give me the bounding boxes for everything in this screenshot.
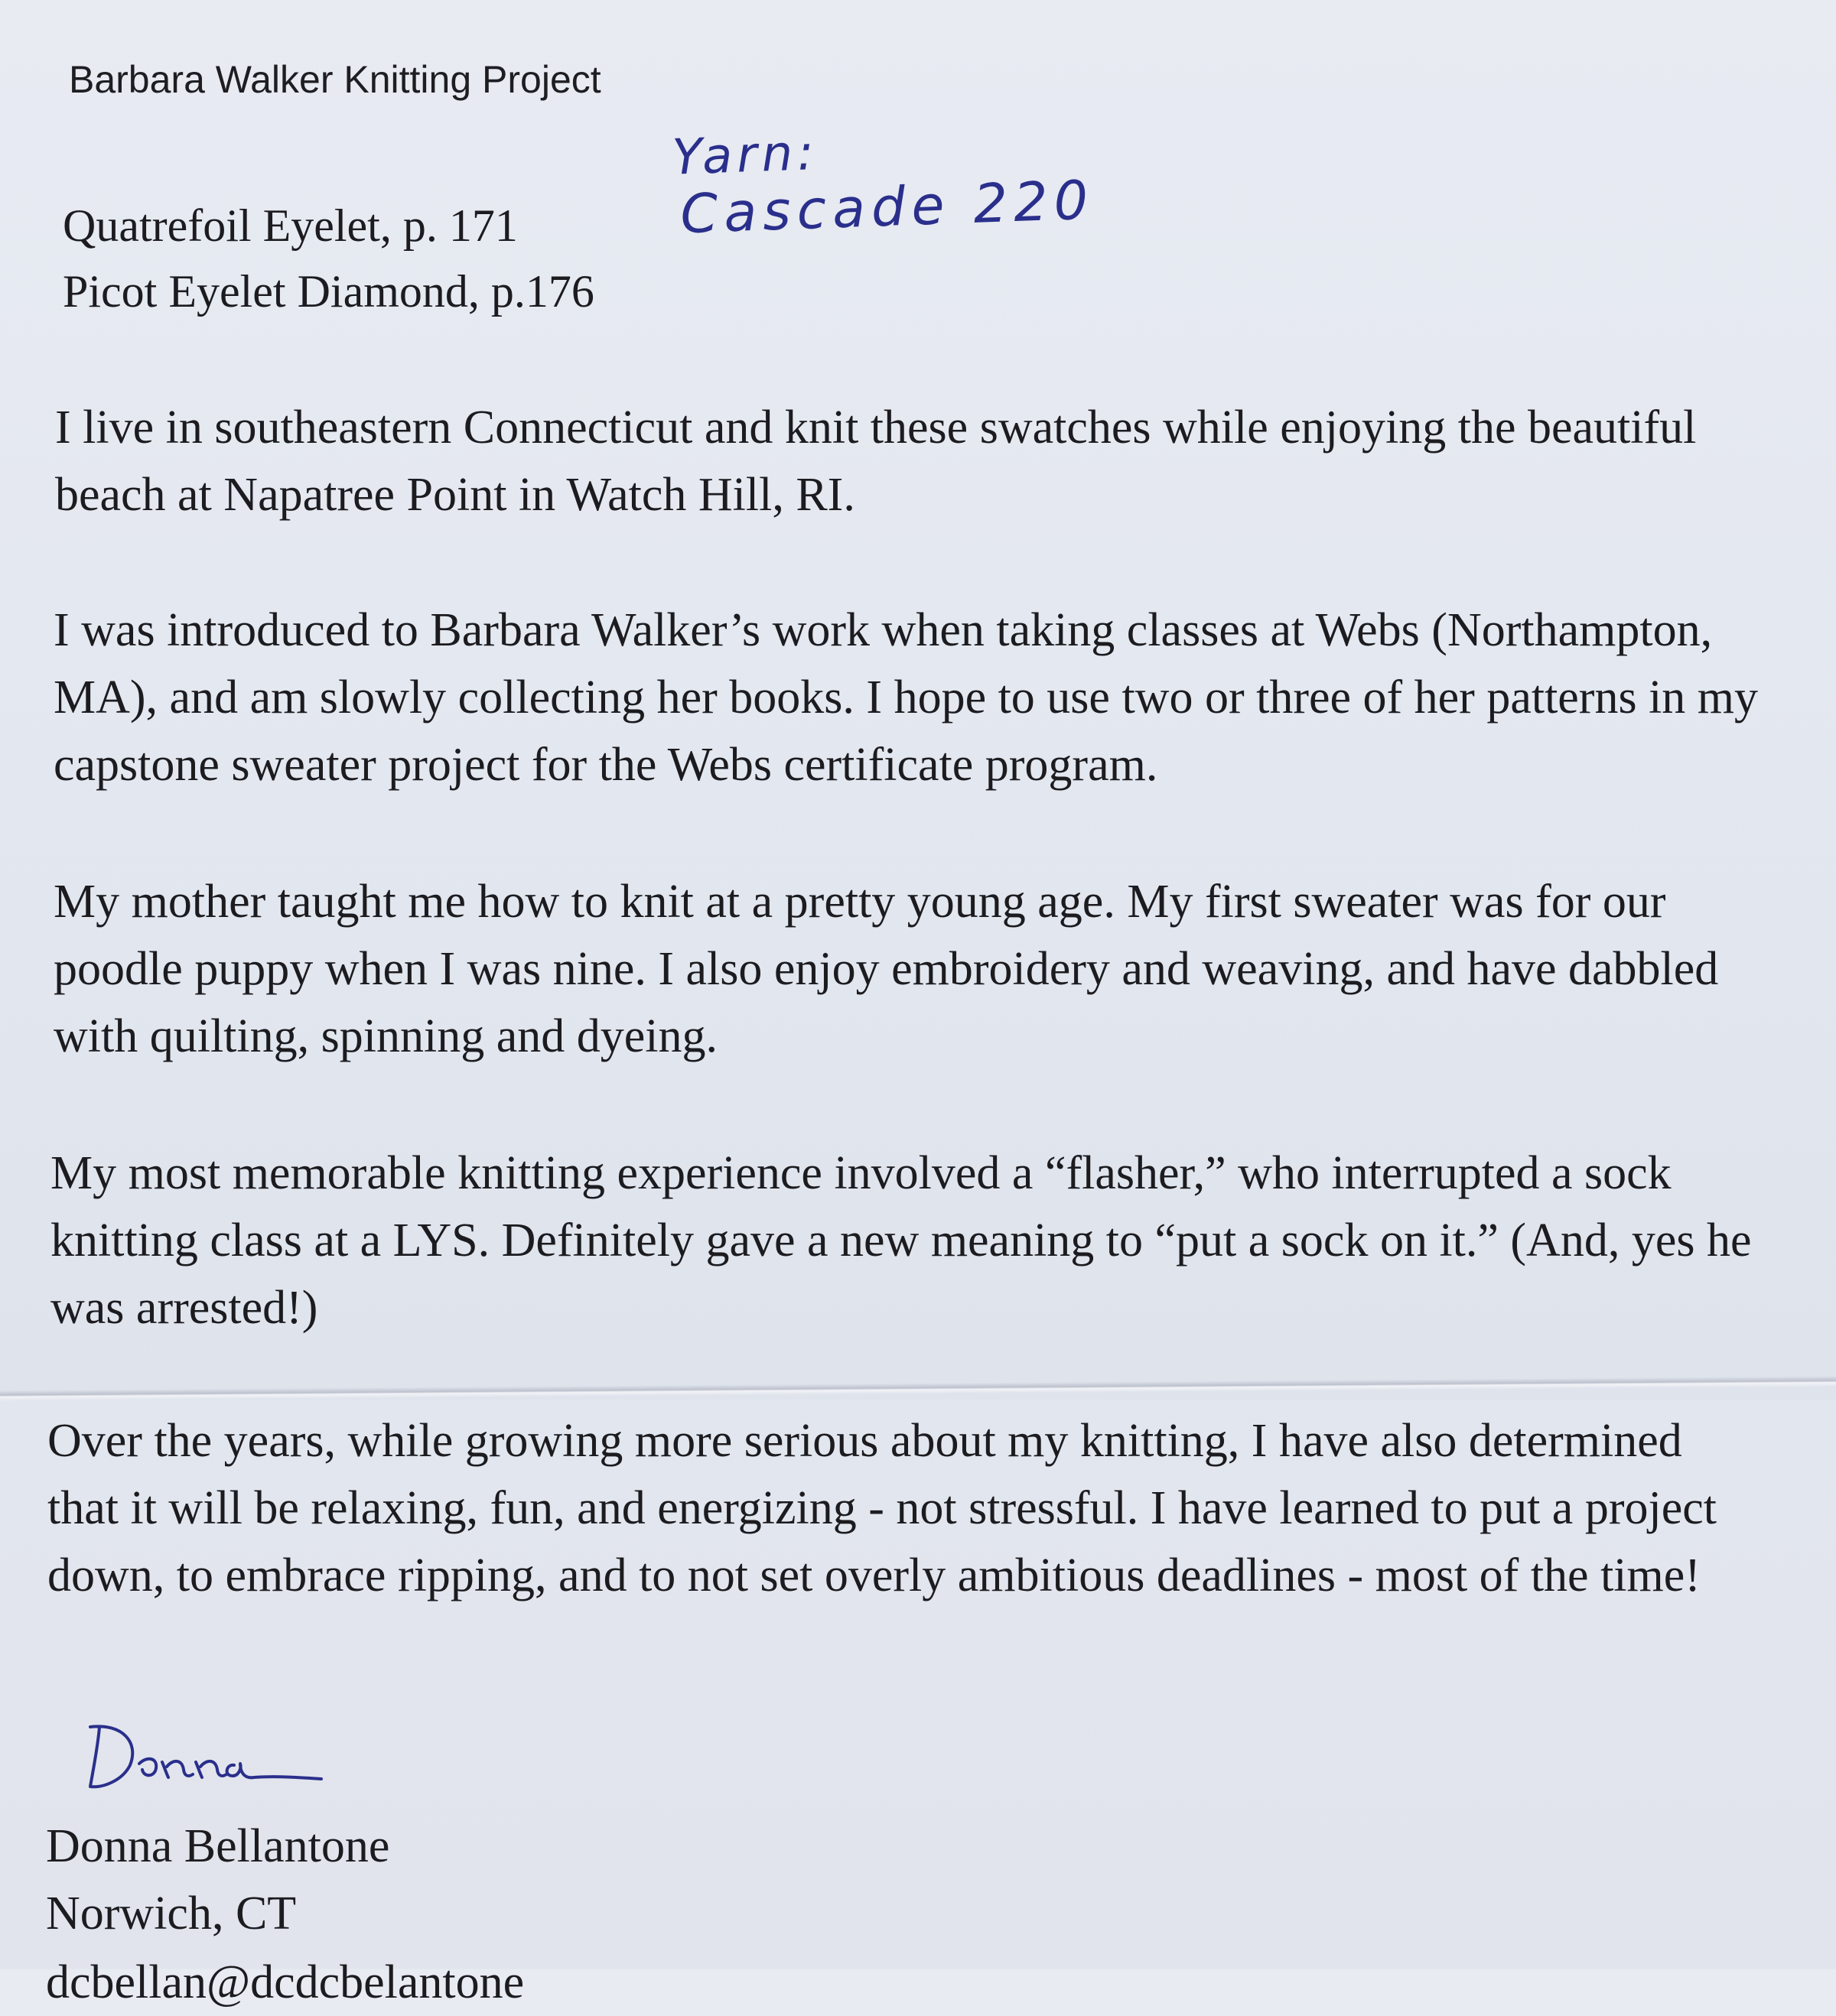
paragraph-introduction: [54, 597, 1828, 798]
letter-header: Barbara Walker Knitting Project: [69, 58, 601, 101]
paragraph-line: Over the years, while growing more serious about my knitting, I have also determined: [47, 1415, 1682, 1467]
signer-name: Donna Bellantone: [46, 1820, 390, 1872]
yarn-note-label: Yarn:: [671, 124, 819, 187]
paragraph-line: was arrested!): [50, 1282, 318, 1334]
paragraph-line: I was introduced to Barbara Walker’s work when taking classes at Webs (Northampton,: [54, 604, 1713, 656]
signer-location: Norwich, CT: [46, 1888, 297, 1940]
paragraph-line: poodle puppy when I was nine. I also enjoy embroidery and weaving, and have dabbled: [54, 943, 1719, 995]
yarn-note-value: Cascade 220: [679, 168, 1095, 246]
paragraph-line: MA), and am slowly collecting her books. I hope to use two or three of her patterns in my: [54, 671, 1759, 723]
handwritten-signature: [76, 1704, 329, 1796]
paper-fold-crease: [0, 1376, 1836, 1401]
signer-email: dcbellan@dcdcbelantone: [46, 1956, 525, 2008]
paragraph-line: that it will be relaxing, fun, and energizing - not stressful. I have learned to put a project: [47, 1482, 1717, 1534]
paragraph-line: I live in southeastern Connecticut and knit these swatches while enjoying the beautiful: [55, 402, 1697, 454]
paragraph-line: capstone sweater project for the Webs certificate program.: [54, 739, 1158, 791]
paragraph-line: with quilting, spinning and dyeing.: [54, 1010, 718, 1062]
paragraph-history: [54, 868, 1828, 1070]
paragraph-location: [55, 394, 1830, 528]
pattern-item: Picot Eyelet Diamond, p.176: [63, 266, 594, 317]
handwritten-yarn-note: [672, 115, 1095, 245]
paragraph-line: My most memorable knitting experience involved a “flasher,” who interrupted a sock: [50, 1147, 1672, 1199]
paragraph-line: knitting class at a LYS. Definitely gave a new meaning to “put a sock on it.” (And, yes he: [50, 1214, 1752, 1267]
signer-email-cropped: [46, 1949, 597, 2008]
paragraph-philosophy: [47, 1407, 1822, 1609]
pattern-list: [63, 193, 594, 324]
signature-block: [46, 1813, 389, 1947]
paragraph-memorable-experience: [50, 1140, 1825, 1341]
paragraph-line: My mother taught me how to knit at a pretty young age. My first sweater was for our: [54, 876, 1666, 928]
paragraph-line: down, to embrace ripping, and to not set overly ambitious deadlines - most of the time!: [47, 1549, 1701, 1601]
pattern-item: Quatrefoil Eyelet, p. 171: [63, 200, 518, 251]
paragraph-line: beach at Napatree Point in Watch Hill, RI.: [55, 469, 855, 521]
